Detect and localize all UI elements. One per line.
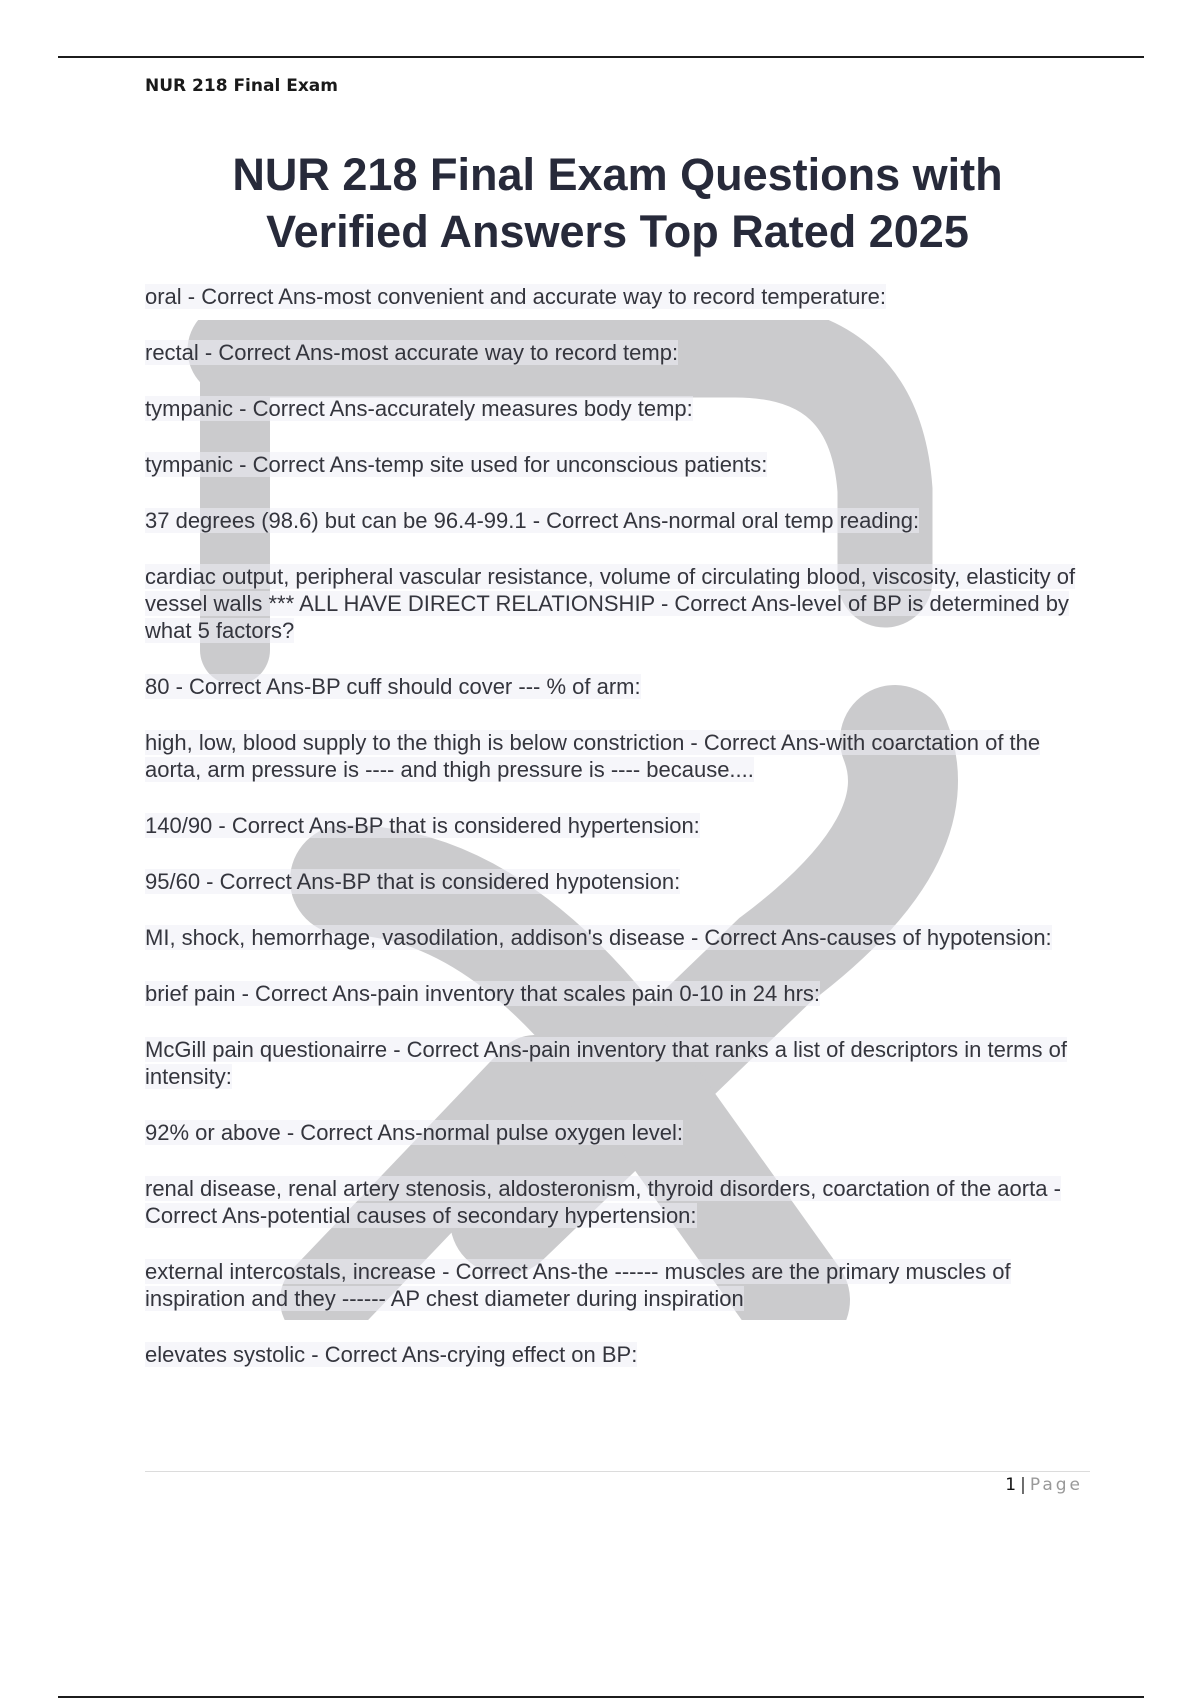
qa-item: tympanic - Correct Ans-accurately measures body temp: (145, 396, 693, 421)
qa-item: tympanic - Correct Ans-temp site used for unconscious patients: (145, 452, 768, 477)
qa-item: cardiac output, peripheral vascular resistance, volume of circulating blood, viscosity, elasticity of vessel walls *** ALL HAVE DIRECT RELATIONSHIP - Correct Ans-level of BP is determined by what 5 factors? (145, 564, 1076, 643)
qa-list (145, 283, 1085, 1397)
page-separator: | (1020, 1475, 1026, 1495)
page-footer (1005, 1475, 1083, 1495)
document-title-line-2: Verified Answers Top Rated 2025 (266, 206, 969, 257)
qa-item: brief pain - Correct Ans-pain inventory that scales pain 0-10 in 24 hrs: (145, 981, 821, 1006)
document-title (120, 146, 1115, 260)
footer-rule (145, 1471, 1090, 1472)
qa-item: 95/60 - Correct Ans-BP that is considered hypotension: (145, 869, 681, 894)
page-word: Page (1029, 1475, 1083, 1495)
qa-item: renal disease, renal artery stenosis, aldosteronism, thyroid disorders, coarctation of the aorta - Correct Ans-potential causes of secondary hypertension: (145, 1176, 1061, 1228)
qa-item: elevates systolic - Correct Ans-crying effect on BP: (145, 1342, 638, 1367)
running-header: NUR 218 Final Exam (145, 76, 338, 96)
qa-item: 80 - Correct Ans-BP cuff should cover --- % of arm: (145, 674, 641, 699)
qa-item: 37 degrees (98.6) but can be 96.4-99.1 - Correct Ans-normal oral temp reading: (145, 508, 920, 533)
qa-item: 140/90 - Correct Ans-BP that is considered hypertension: (145, 813, 700, 838)
qa-item: high, low, blood supply to the thigh is below constriction - Correct Ans-with coarctation of the aorta, arm pressure is ---- and thigh pressure is ---- because.... (145, 730, 1041, 782)
document-title-line-1: NUR 218 Final Exam Questions with (232, 149, 1003, 200)
qa-item: McGill pain questionairre - Correct Ans-pain inventory that ranks a list of descriptors in terms of intensity: (145, 1037, 1067, 1089)
page-number: 1 (1005, 1475, 1017, 1495)
bottom-rule (58, 1696, 1144, 1698)
qa-item: oral - Correct Ans-most convenient and accurate way to record temperature: (145, 284, 887, 309)
qa-item: 92% or above - Correct Ans-normal pulse oxygen level: (145, 1120, 684, 1145)
qa-item: external intercostals, increase - Correct Ans-the ------ muscles are the primary muscles of inspiration and they ------ AP chest diameter during inspiration (145, 1259, 1011, 1311)
qa-item: MI, shock, hemorrhage, vasodilation, addison's disease - Correct Ans-causes of hypotension: (145, 925, 1052, 950)
qa-item: rectal - Correct Ans-most accurate way to record temp: (145, 340, 679, 365)
header-rule (58, 56, 1144, 58)
